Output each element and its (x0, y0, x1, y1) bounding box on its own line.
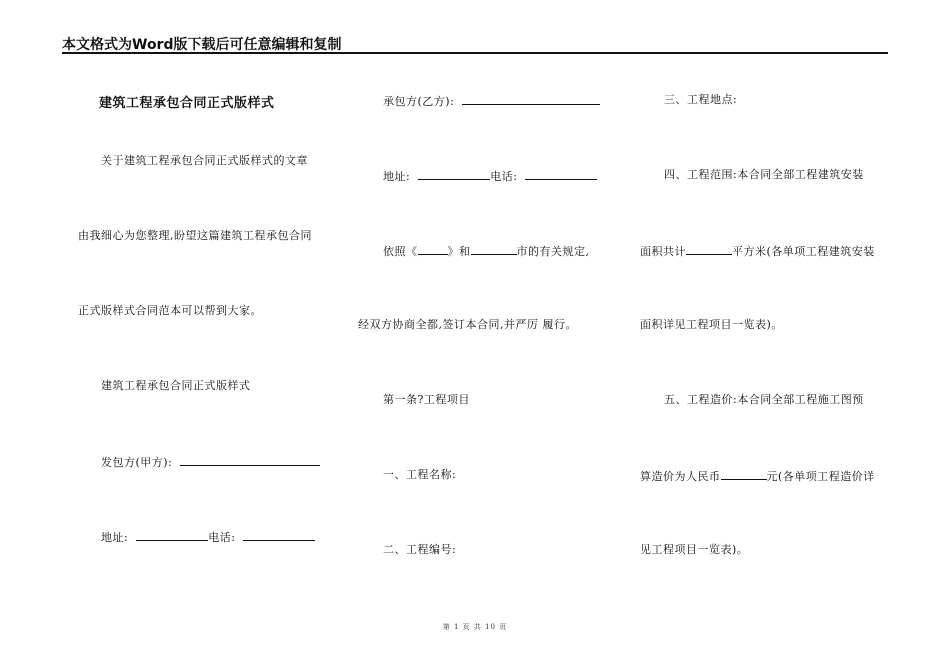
cost-detail-line: 见工程项目一览表)。 (640, 543, 749, 556)
cost-blank (721, 468, 767, 480)
article-one-heading: 第一条?工程项目 (383, 393, 470, 406)
intro-line-1: 关于建筑工程承包合同正式版样式的文章 (101, 154, 308, 167)
city-blank (471, 243, 517, 255)
cost-line (640, 468, 875, 484)
address-blank (136, 529, 208, 541)
contract-subtitle: 建筑工程承包合同正式版样式 (101, 379, 251, 392)
document-title: 建筑工程承包合同正式版样式 (99, 96, 275, 111)
page-number-footer: 第 1 页 共 10 页 (442, 623, 508, 631)
address-label: 地址: (101, 531, 129, 544)
cost-text-a: 算造价为人民币 (640, 470, 721, 483)
area-text-b: 平方米(各单项工程建筑安装 (732, 245, 875, 258)
employer-field (101, 454, 320, 470)
legal-basis-line (383, 243, 590, 259)
intro-line-2: 由我细心为您整理,盼望这篇建筑工程承包合同 (78, 229, 312, 242)
area-blank (686, 243, 732, 255)
address-blank (418, 168, 490, 180)
header-divider (62, 52, 888, 54)
contractor-field (383, 93, 600, 109)
phone-blank (525, 168, 597, 180)
contractor-address-field (383, 168, 597, 184)
phone-blank (243, 529, 315, 541)
project-cost-item: 五、工程造价:本合同全部工程施工图预 (664, 393, 864, 406)
contractor-blank (462, 93, 600, 105)
employer-blank (180, 454, 320, 466)
basis-text-b: 》和 (447, 245, 471, 258)
contractor-label: 承包方(乙方): (383, 95, 455, 108)
intro-line-3: 正式版样式合同范本可以帮到大家。 (78, 304, 262, 317)
address-label: 地址: (383, 170, 411, 183)
project-name-item: 一、工程名称: (383, 468, 457, 481)
cost-text-b: 元(各单项工程造价详 (766, 470, 875, 483)
basis-text-a: 依照《 (383, 245, 418, 258)
project-number-item: 二、工程编号: (383, 543, 457, 556)
phone-label: 电话: (490, 170, 518, 183)
basis-text-c: 市的有关规定, (516, 245, 590, 258)
project-location-item: 三、工程地点: (664, 93, 738, 106)
area-line (640, 243, 875, 259)
phone-label: 电话: (208, 531, 236, 544)
area-detail-line: 面积详见工程项目一览表)。 (640, 318, 783, 331)
negotiation-line: 经双方协商全都,签订本合同,并严厉 履行。 (358, 318, 577, 331)
area-text-a: 面积共计 (640, 245, 686, 258)
law-name-blank (418, 243, 448, 255)
employer-address-field (101, 529, 315, 545)
project-scope-item: 四、工程范围:本合同全部工程建筑安装 (664, 168, 864, 181)
employer-label: 发包方(甲方): (101, 456, 173, 469)
download-notice-header: 本文格式为Word版下载后可任意编辑和复制 (62, 37, 342, 53)
